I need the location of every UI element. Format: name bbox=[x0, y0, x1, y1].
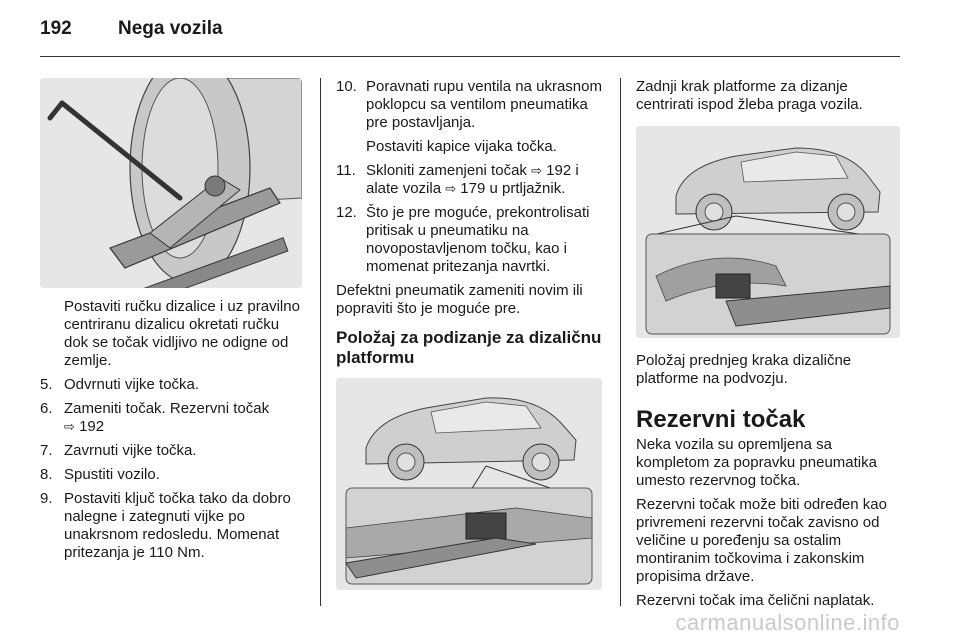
page-reference[interactable]: 179 u prtljažnik. bbox=[460, 180, 566, 197]
lift-front-illustration bbox=[636, 126, 900, 338]
list-item: 12. Što je pre moguće, prekontrolisati pritisak u pneumatiku na novopostavljenom točku, kao i momenat pritezanja navrtki. bbox=[336, 204, 590, 275]
list-item: 5. Odvrnuti vijke točka. bbox=[40, 376, 200, 393]
page-header bbox=[40, 18, 223, 48]
spare-wheel-text-2: Rezervni točak može biti određen kao privremeni rezervni točak zavisno od veličine u poređenju sa ostalim montiranim točkovima i zakonskim propisima države. bbox=[636, 496, 887, 585]
page-title: Nega vozila bbox=[118, 18, 223, 39]
arrow-icon: ⇨ bbox=[445, 181, 457, 196]
rear-arm-instruction: Zadnji krak platforme za dizanje centrirati ispod žleba praga vozila. bbox=[636, 78, 863, 113]
column-divider bbox=[620, 78, 621, 606]
defect-note: Defektni pneumatik zameniti novim ili popraviti što je moguće pre. bbox=[336, 282, 583, 317]
list-item: 6. Zameniti točak. Rezervni točak ⇨ 192 bbox=[40, 400, 270, 435]
watermark: carmanualsonline.info bbox=[675, 610, 900, 635]
spare-wheel-text-1: Neka vozila su opremljena sa kompletom za popravku pneumatika umesto rezervnog točka. bbox=[636, 436, 877, 489]
arrow-icon: ⇨ bbox=[64, 419, 75, 434]
jack-illustration bbox=[40, 78, 302, 288]
section-heading-spare-wheel: Rezervni točak bbox=[636, 406, 806, 433]
spare-wheel-text-3: Rezervni točak ima čelični naplatak. bbox=[636, 592, 875, 609]
lift-rear-illustration bbox=[336, 378, 602, 590]
page-reference[interactable]: 192 bbox=[79, 418, 105, 435]
section-heading: Položaj za podizanje za dizaličnu platformu bbox=[336, 328, 602, 367]
header-divider bbox=[40, 56, 900, 57]
page-reference[interactable]: 192 i bbox=[546, 162, 579, 179]
list-item: 7. Zavrnuti vijke točka. bbox=[40, 442, 197, 459]
list-item: 8. Spustiti vozilo. bbox=[40, 466, 160, 483]
column-left bbox=[40, 78, 302, 562]
list-item: 11. Skloniti zamenjeni točak ⇨ 192 i alate vozila ⇨ 179 u prtljažnik. bbox=[336, 162, 579, 197]
page-number: 192 bbox=[40, 18, 72, 39]
sub-instruction: Postaviti kapice vijaka točka. bbox=[366, 138, 557, 155]
list-item: 10. Poravnati rupu ventila na ukrasnom poklopcu sa ventilom pneumatika pre postavljanja. Postaviti kapice vijaka točka. bbox=[336, 78, 606, 156]
step-list-left bbox=[40, 376, 302, 562]
jack-instruction-text: Postaviti ručku dizalice i uz pravilno centriranu dizalicu okretati ručku dok se točak vidljivo ne odigne od zemlje. bbox=[64, 298, 300, 369]
front-arm-instruction: Položaj prednjeg kraka dizalične platforme na podvozju. bbox=[636, 352, 852, 387]
arrow-icon: ⇨ bbox=[531, 163, 542, 178]
jack-drawing bbox=[40, 78, 302, 288]
list-item: 9. Postaviti ključ točka tako da dobro nalegne i zategnuti vijke po unakrsnom redosledu. Momenat pritezanja je 110 Nm. bbox=[40, 490, 291, 561]
car-lift-drawing bbox=[336, 378, 602, 590]
column-right bbox=[636, 78, 904, 610]
column-middle bbox=[336, 78, 606, 590]
car-lift-front-drawing bbox=[636, 126, 900, 338]
step-list-middle bbox=[336, 78, 606, 276]
column-divider bbox=[320, 78, 321, 606]
